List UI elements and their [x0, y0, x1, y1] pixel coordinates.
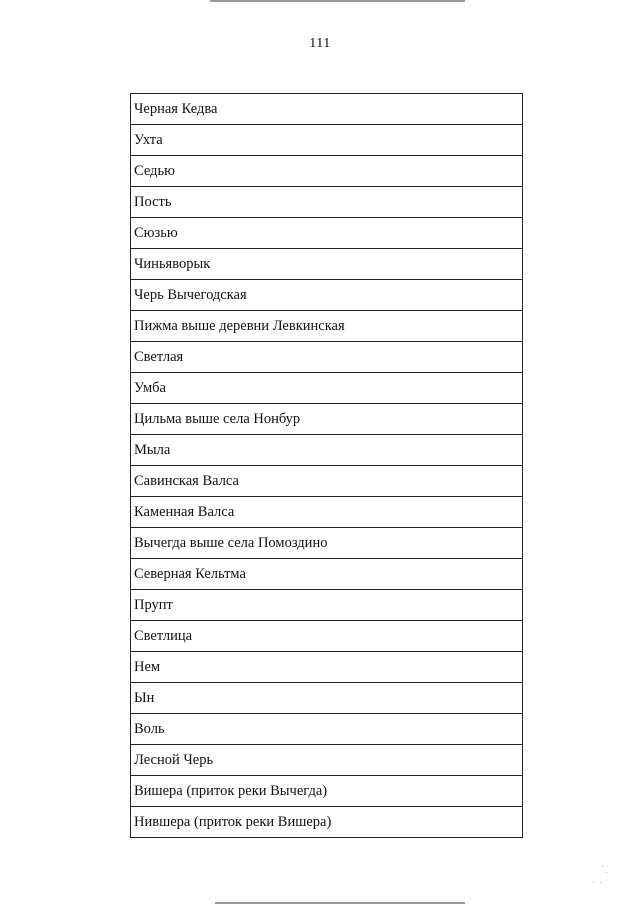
table-row — [131, 404, 523, 435]
table-cell: Черь Вычегодская — [131, 280, 523, 311]
river-list-table — [130, 93, 523, 838]
table-row — [131, 621, 523, 652]
table-cell: Вишера (приток реки Вычегда) — [131, 776, 523, 807]
table-row — [131, 249, 523, 280]
table-row — [131, 187, 523, 218]
table-row — [131, 683, 523, 714]
table-cell: Ын — [131, 683, 523, 714]
table-cell: Воль — [131, 714, 523, 745]
table-cell: Ухта — [131, 125, 523, 156]
table-cell: Чиньяворык — [131, 249, 523, 280]
table-row — [131, 218, 523, 249]
scan-speck — [602, 866, 603, 867]
table-row — [131, 745, 523, 776]
table-cell: Нившера (приток реки Вишера) — [131, 807, 523, 838]
table-row — [131, 497, 523, 528]
table-cell: Цильма выше села Нонбур — [131, 404, 523, 435]
table-cell: Светлица — [131, 621, 523, 652]
table-cell: Седью — [131, 156, 523, 187]
table-cell: Нем — [131, 652, 523, 683]
scan-speck — [606, 872, 607, 873]
table-cell: Лесной Черь — [131, 745, 523, 776]
table-row — [131, 156, 523, 187]
scan-bottom-edge-line — [215, 902, 465, 904]
table-cell: Сюзью — [131, 218, 523, 249]
table-cell: Вычегда выше села Помоздино — [131, 528, 523, 559]
table-row — [131, 125, 523, 156]
table-row — [131, 590, 523, 621]
table-cell: Пижма выше деревни Левкинская — [131, 311, 523, 342]
table-row — [131, 652, 523, 683]
table-row — [131, 435, 523, 466]
table-cell: Северная Кельтма — [131, 559, 523, 590]
table-row — [131, 311, 523, 342]
table-cell: Каменная Валса — [131, 497, 523, 528]
scan-speck — [593, 882, 594, 883]
table-cell: Прупт — [131, 590, 523, 621]
table-cell: Пость — [131, 187, 523, 218]
page-number: 111 — [309, 36, 331, 51]
table-row — [131, 528, 523, 559]
table-cell: Мыла — [131, 435, 523, 466]
table-row — [131, 94, 523, 125]
scan-speck — [600, 882, 601, 883]
table-row — [131, 714, 523, 745]
table-row — [131, 280, 523, 311]
table-row — [131, 373, 523, 404]
table-cell: Светлая — [131, 342, 523, 373]
scan-top-edge-line — [210, 0, 465, 2]
table-row — [131, 807, 523, 838]
river-list-body — [131, 94, 523, 838]
table-cell: Умба — [131, 373, 523, 404]
table-row — [131, 466, 523, 497]
table-cell: Савинская Валса — [131, 466, 523, 497]
table-cell: Черная Кедва — [131, 94, 523, 125]
table-row — [131, 342, 523, 373]
table-row — [131, 559, 523, 590]
table-row — [131, 776, 523, 807]
